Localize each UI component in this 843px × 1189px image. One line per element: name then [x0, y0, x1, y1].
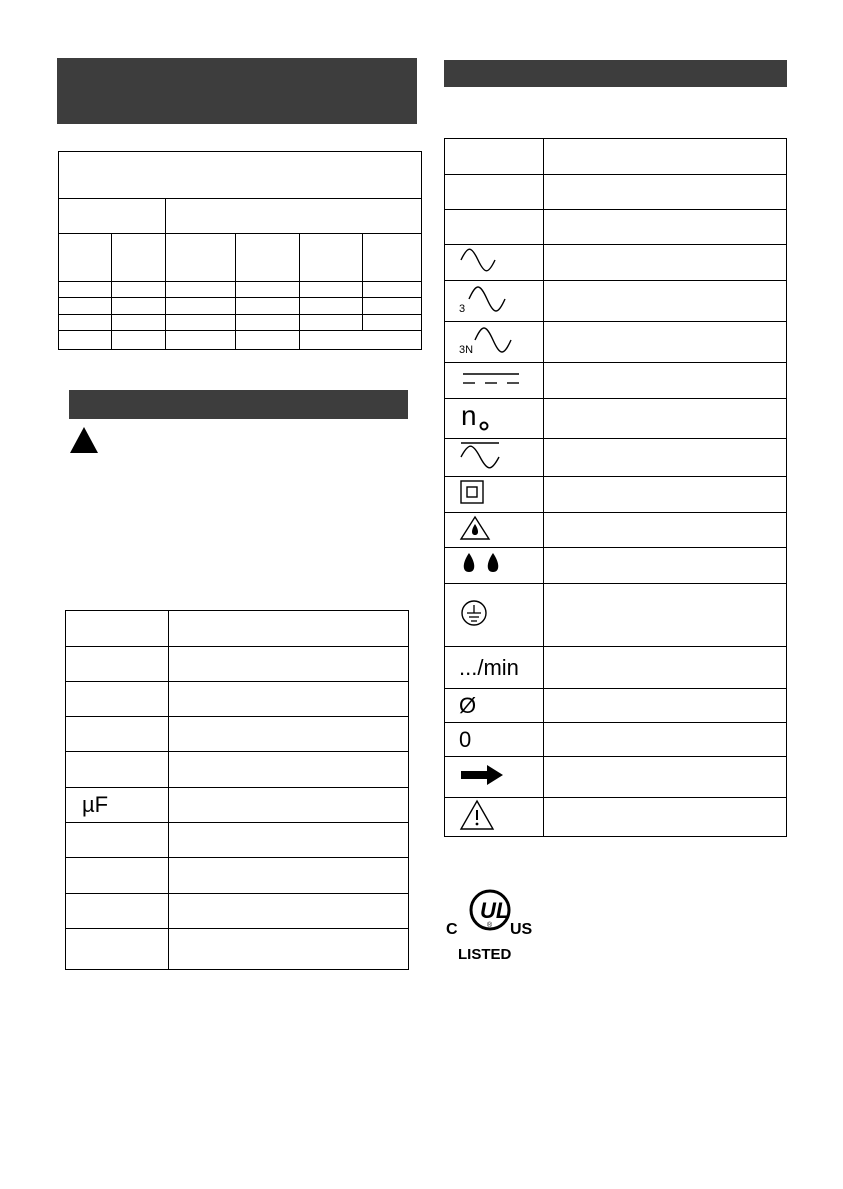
symbol-row: [445, 175, 787, 210]
symbol-cell: [445, 139, 544, 175]
unit-symbol: [66, 894, 169, 929]
unit-row: [66, 682, 409, 717]
symbol-description: [544, 477, 787, 513]
double-insulation-icon: [445, 477, 544, 513]
symbol-row: [445, 139, 787, 175]
unit-row: [66, 858, 409, 894]
symbol-cell: [445, 175, 544, 210]
symbol-cell: [445, 210, 544, 245]
unit-row: [66, 894, 409, 929]
unit-symbol: [66, 752, 169, 788]
unit-symbol: [66, 823, 169, 858]
unit-description: [169, 788, 409, 823]
svg-text:3N: 3N: [459, 343, 474, 356]
symbol-row: [445, 210, 787, 245]
symbol-description: [544, 399, 787, 439]
logo-left: C: [446, 921, 458, 938]
no-load-speed-icon: [445, 399, 544, 439]
symbol-description: [544, 689, 787, 723]
symbol-row: [445, 477, 787, 513]
symbols-section-header: [444, 60, 787, 87]
symbol-row: [445, 513, 787, 548]
symbol-text: .../min: [459, 654, 519, 680]
symbol-row: [445, 245, 787, 281]
unit-description: [169, 752, 409, 788]
unit-symbol: [66, 611, 169, 647]
symbol-text: 0: [459, 726, 472, 752]
symbol-cell: [445, 689, 544, 723]
symbol-description: [544, 723, 787, 757]
symbol-description: [544, 584, 787, 647]
symbol-description: [544, 175, 787, 210]
unit-row: [66, 788, 409, 823]
logo-right: US: [510, 921, 533, 938]
symbol-text: Ø: [459, 692, 477, 718]
unit-table: [65, 610, 409, 970]
logo-mark: ®: [487, 922, 493, 929]
svg-text:n: n: [461, 400, 477, 431]
three-phase-neutral-ac-icon: [445, 322, 544, 363]
symbol-description: [544, 439, 787, 477]
unit-row: [66, 929, 409, 970]
protective-earth-icon: [445, 584, 544, 647]
unit-symbol: [66, 647, 169, 682]
symbol-description: [544, 798, 787, 837]
unit-description: [169, 611, 409, 647]
symbol-description: [544, 139, 787, 175]
symbol-row: [445, 399, 787, 439]
logo-bottom: LISTED: [458, 946, 512, 962]
unit-row: [66, 752, 409, 788]
symbol-description: [544, 245, 787, 281]
cord-table: [58, 151, 422, 350]
symbol-description: [544, 281, 787, 322]
unit-description: [169, 929, 409, 970]
symbol-row: [445, 322, 787, 363]
unit-description: [169, 682, 409, 717]
phase-label: 3: [459, 302, 466, 315]
unit-description: [169, 647, 409, 682]
symbol-description: [544, 363, 787, 399]
symbol-description: [544, 647, 787, 689]
symbol-row: [445, 548, 787, 584]
symbol-row: [445, 363, 787, 399]
symbol-cell: [445, 723, 544, 757]
symbol-row: [445, 723, 787, 757]
symbol-row: [445, 439, 787, 477]
alternating-current-icon: [445, 245, 544, 281]
unit-symbol: µF: [66, 788, 169, 823]
unit-symbol: [66, 682, 169, 717]
symbol-row: [445, 798, 787, 837]
symbol-description: [544, 548, 787, 584]
unit-row: [66, 647, 409, 682]
symbol-description: [544, 513, 787, 548]
symbol-cell: [445, 647, 544, 689]
warning-triangle-icon: [70, 427, 98, 453]
three-phase-ac-icon: [445, 281, 544, 322]
unit-description: [169, 823, 409, 858]
safety-section-header: [69, 390, 408, 419]
unit-symbol: [66, 929, 169, 970]
direct-current-icon: [445, 363, 544, 399]
title-block: [57, 58, 417, 124]
unit-description: [169, 858, 409, 894]
unit-row: [66, 717, 409, 752]
arrow-right-icon: [445, 757, 544, 798]
symbol-row: [445, 757, 787, 798]
symbol-row: [445, 689, 787, 723]
symbol-description: [544, 322, 787, 363]
logo-letters: UL: [480, 898, 510, 923]
symbol-table: [444, 138, 787, 837]
unit-description: [169, 717, 409, 752]
watertight-icon: [445, 548, 544, 584]
symbol-row: [445, 647, 787, 689]
unit-symbol: [66, 858, 169, 894]
symbol-row: [445, 281, 787, 322]
symbol-description: [544, 210, 787, 245]
ac-dc-icon: [445, 439, 544, 477]
unit-row: [66, 611, 409, 647]
ul-listed-logo: [444, 880, 536, 962]
unit-row: [66, 823, 409, 858]
unit-description: [169, 894, 409, 929]
unit-symbol: [66, 717, 169, 752]
warning-triangle-icon: [445, 798, 544, 837]
symbol-row: [445, 584, 787, 647]
drip-proof-icon: [445, 513, 544, 548]
symbol-description: [544, 757, 787, 798]
